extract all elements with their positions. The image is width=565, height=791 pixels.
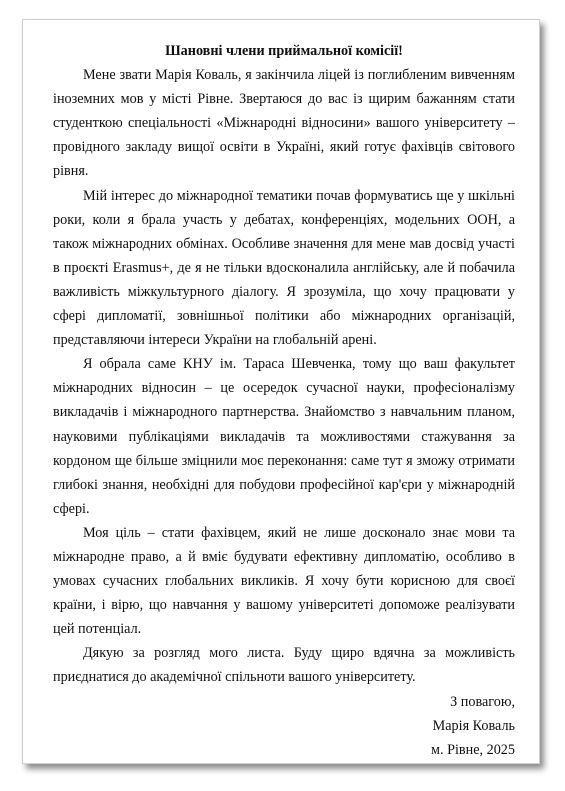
paragraph-introduction: Мене звати Марія Коваль, я закінчила ліцей із поглибленим вивченням іноземних мов у місті Рівне. Звертаюся до вас із щирим бажанням стати студенткою спеціальності «Міжнародні відносини» вашого університету – провідного закладу вищої освіти в Україні, який готує фахівців світового рівня. xyxy=(53,67,515,180)
paragraph-thanks: Дякую за розгляд мого листа. Буду щиро вдячна за можливість приєднатися до академічної спільноти вашого університету. xyxy=(53,645,515,686)
signature-name: Марія Коваль xyxy=(432,717,515,734)
place-and-date: м. Рівне, 2025 xyxy=(431,741,515,758)
letter-body xyxy=(53,39,515,762)
paragraph-goals: Моя ціль – стати фахівцем, який не лише досконало знає мови та міжнародне право, а й вміє будувати ефективну дипломатію, особливо в умовах сучасних глобальних викликів. Я хочу бути корисною для своєї країни, і вірю, що навчання у вашому університеті допоможе реалізувати цей потенціал. xyxy=(53,524,515,638)
document-page xyxy=(22,19,540,764)
paragraph-university-choice: Я обрала саме КНУ ім. Тараса Шевченка, тому що ваш факультет міжнародних відносин – це осередок сучасної науки, професіоналізму викладачів і міжнародного партнерства. Знайомство з навчальним планом, науковими публікаціями викладачів та можливостями стажування за кордоном ще більше зміцнили моє переконання: саме тут я зможу отримати глибокі знання, необхідні для побудови професійної кар'єри у міжнародній сфері. xyxy=(53,356,515,517)
letter-title: Шановні члени приймальної комісії! xyxy=(165,43,403,59)
closing-line: З повагою, xyxy=(450,693,515,710)
paragraph-motivation: Мій інтерес до міжнародної тематики почав формуватись ще у шкільні роки, коли я брала участь у дебатах, конференціях, модельних ООН, а також міжнародних обмінах. Особливе значення для мене мав досвід участі в проєкті Erasmus+, де я не тільки вдосконалила англійську, але й побачила важливість міжкультурного діалогу. Я зрозуміла, що хочу працювати у сфері дипломатії, зовнішньої політики або міжнародних організацій, представляючи інтереси України на глобальній арені. xyxy=(53,187,515,349)
